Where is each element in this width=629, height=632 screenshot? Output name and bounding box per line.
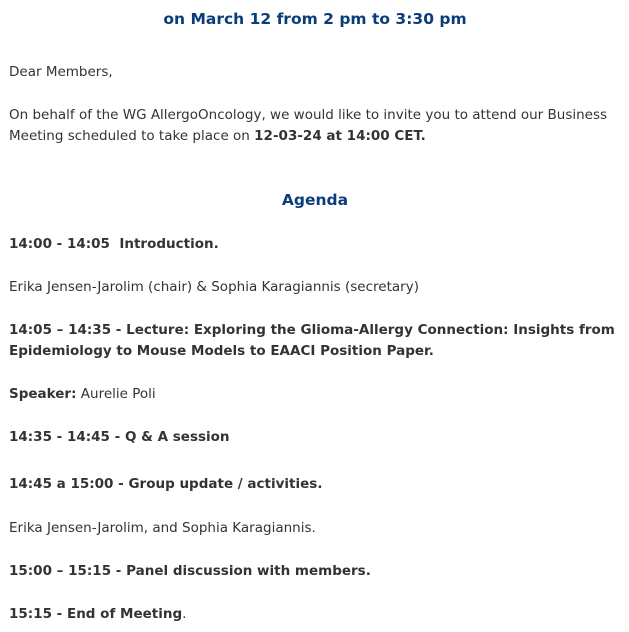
agenda-item-introduction bbox=[9, 234, 621, 255]
invitation-paragraph bbox=[9, 105, 621, 147]
agenda-speaker bbox=[9, 384, 621, 405]
invitation-meeting-time: 12-03-24 at 14:00 CET. bbox=[254, 128, 426, 144]
agenda-item-panel bbox=[9, 561, 621, 582]
agenda-item-group-update bbox=[9, 474, 621, 495]
agenda-item-1-people: Erika Jensen-Jarolim (chair) & Sophia Karagiannis (secretary) bbox=[9, 279, 419, 295]
agenda-item-end bbox=[9, 604, 621, 625]
invitation-line-1: On behalf of the WG AllergoOncology, we would like to invite you to attend our Business bbox=[9, 107, 608, 123]
agenda-item-6-text: 15:15 - End of Meeting bbox=[9, 606, 183, 622]
agenda-item-6-suffix: . bbox=[182, 606, 187, 622]
agenda-item-qa bbox=[9, 427, 621, 448]
invitation-line-2-prefix: Meeting scheduled to take place on bbox=[9, 128, 255, 144]
agenda-item-2-line-1: 14:05 – 14:35 - Lecture: Exploring the Glioma-Allergy Connection: Insights from bbox=[9, 322, 615, 338]
agenda-item-4-people: Erika Jensen-Jarolim, and Sophia Karagiannis. bbox=[9, 520, 316, 536]
agenda-item-lecture bbox=[9, 320, 621, 362]
agenda-item-1-text: 14:00 - 14:05 Introduction. bbox=[9, 236, 219, 252]
meeting-date-heading: on March 12 from 2 pm to 3:30 pm bbox=[163, 10, 467, 28]
speaker-label: Speaker: bbox=[9, 386, 77, 402]
greeting-text: Dear Members, bbox=[9, 64, 113, 80]
agenda-item-4-text: 14:45 a 15:00 - Group update / activities. bbox=[9, 476, 323, 492]
agenda-item-3-text: 14:35 - 14:45 - Q & A session bbox=[9, 429, 230, 445]
agenda-item-5-text: 15:00 – 15:15 - Panel discussion with members. bbox=[9, 563, 371, 579]
speaker-name: Aurelie Poli bbox=[76, 386, 156, 402]
agenda-title: Agenda bbox=[281, 191, 349, 209]
agenda-item-2-line-2: Epidemiology to Mouse Models to EAACI Position Paper. bbox=[9, 343, 434, 359]
